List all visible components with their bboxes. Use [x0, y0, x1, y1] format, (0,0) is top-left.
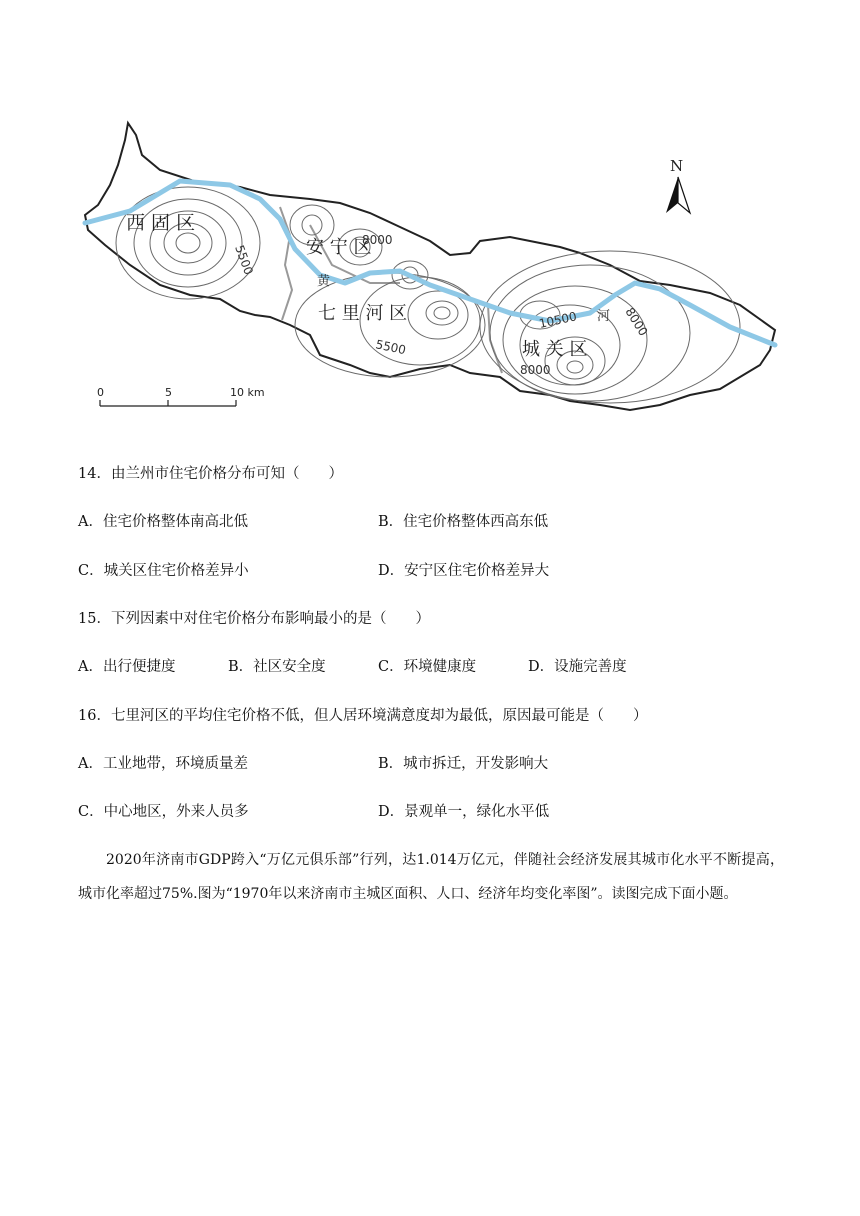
housing-price-contour-map	[70, 115, 790, 425]
contour-label-qilihe-5500: 5500	[374, 337, 408, 358]
contour-label-chengguan-8000b: 8000	[520, 363, 551, 377]
scale-bar	[97, 386, 265, 406]
q14-option-c[interactable]: C．城关区住宅价格差异小	[78, 563, 249, 579]
north-label: N	[670, 157, 684, 175]
scale-tick-0: 0	[97, 386, 104, 399]
north-arrow-icon-right	[678, 177, 690, 213]
label-anning: 安 宁 区	[306, 237, 372, 258]
q15-option-b[interactable]: B．社区安全度	[228, 659, 326, 675]
contour-label-anning-8000: 8000	[362, 233, 393, 247]
q15-option-d[interactable]: D．设施完善度	[528, 659, 627, 675]
q14-option-b[interactable]: B．住宅价格整体西高东低	[378, 514, 549, 530]
q15-option-a[interactable]: A．出行便捷度	[78, 659, 176, 675]
q16-option-b[interactable]: B．城市拆迁，开发影响大	[378, 756, 549, 772]
label-chengguan: 城 关 区	[522, 339, 588, 360]
label-xigu: 西 固 区	[126, 212, 196, 234]
passage-jinan: 2020年济南市GDP跨入“万亿元俱乐部”行列，达1.014万亿元，伴随社会经济发展其城市化水平不断提高，城市化率超过75%.图为“1970年以来济南市主城区面积、人口、经济年均变化率图”。读图完成下面小题。	[78, 852, 784, 902]
contour-label-xigu-5500: 5500	[232, 243, 256, 277]
scale-tick-10km: 10 km	[230, 386, 265, 399]
north-arrow-icon	[666, 177, 678, 213]
contour-label-chengguan-10500: 10500	[537, 309, 578, 331]
q16-option-d[interactable]: D．景观单一，绿化水平低	[378, 804, 550, 820]
question-15-stem: 15．下列因素中对住宅价格分布影响最小的是（ ）	[78, 611, 430, 627]
question-14-stem: 14．由兰州市住宅价格分布可知（ ）	[78, 466, 343, 482]
north-arrow	[666, 157, 690, 213]
river-label-1: 黄	[317, 274, 331, 289]
contour-label-chengguan-8000a: 8000	[622, 305, 651, 339]
question-16-stem: 16．七里河区的平均住宅价格不低，但人居环境满意度却为最低，原因最可能是（ ）	[78, 708, 648, 724]
q14-option-a[interactable]: A．住宅价格整体南高北低	[78, 514, 248, 530]
q16-option-a[interactable]: A．工业地带，环境质量差	[78, 756, 248, 772]
q14-option-d[interactable]: D．安宁区住宅价格差异大	[378, 563, 550, 579]
q16-option-c[interactable]: C．中心地区，外来人员多	[78, 804, 249, 820]
q15-option-c[interactable]: C．环境健康度	[378, 659, 477, 675]
label-qilihe: 七 里 河 区	[318, 303, 408, 324]
river-label-2: 河	[597, 309, 611, 324]
scale-tick-5: 5	[165, 386, 172, 399]
